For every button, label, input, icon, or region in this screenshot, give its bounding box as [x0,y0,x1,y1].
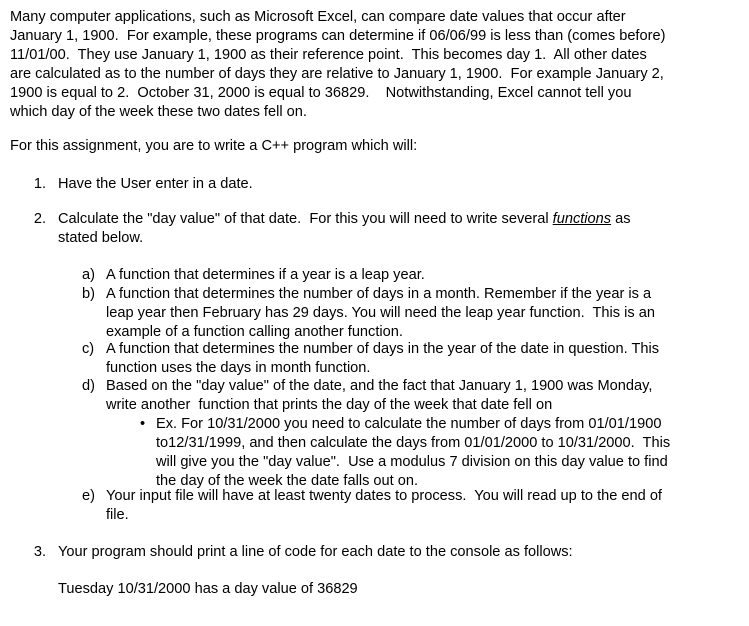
subitem-text: leap year then February has 29 days. You will need the leap year function. This is an [106,305,655,321]
step-1 [16,175,736,194]
subitem-text: example of a function calling another function. [106,324,403,340]
example-output: Tuesday 10/31/2000 has a day value of 36829 [58,581,358,597]
step-3 [16,543,736,562]
intro-line: 1900 is equal to 2. October 31, 2000 is equal to 36829. Notwithstanding, Excel cannot tell you [10,85,632,101]
subitem-a [82,266,732,285]
subitem-letter: e) [82,488,95,504]
step-text: Your program should print a line of code for each date to the console as follows: [58,544,573,560]
bullet-example [140,415,740,491]
assignment-intro: For this assignment, you are to write a C++ program which will: [10,138,418,154]
subitem-text: A function that determines the number of days in a month. Remember if the year is a [106,286,652,302]
bullet-text: Ex. For 10/31/2000 you need to calculate the number of days from 01/01/1900 [156,416,662,432]
functions-emphasis: functions [552,211,612,227]
step-text: Have the User enter in a date. [58,176,253,192]
subitem-letter: c) [82,341,95,357]
subitem-e [82,487,732,525]
subitem-letter: d) [82,378,95,394]
bullet-text: the day of the week the date falls out on. [156,473,419,489]
step-2 [16,210,736,248]
subitem-letter: b) [82,286,95,302]
intro-paragraph [10,8,665,122]
intro-line: are calculated as to the number of days they are relative to January 1, 1900. For example January 2, [10,66,664,82]
step-text [58,210,736,229]
intro-line: 11/01/00. They use January 1, 1900 as their reference point. This becomes day 1. All other dates [10,47,647,63]
bullet-icon: • [140,416,146,432]
subitem-text: Your input file will have at least twenty dates to process. You will read up to the end of [106,488,662,504]
step-text-before: Calculate the "day value" of that date. For this you will need to write several [58,211,553,227]
intro-line: which day of the week these two dates fell on. [10,104,307,120]
step-number: 1. [33,176,46,192]
intro-line: January 1, 1900. For example, these programs can determine if 06/06/99 is less than (comes before) [10,28,666,44]
subitem-text: A function that determines the number of days in the year of the date in question. This [106,341,660,357]
subitem-text: file. [106,507,129,523]
subitem-d [82,377,732,415]
subitem-letter: a) [82,267,95,283]
bullet-text: will give you the "day value". Use a modulus 7 division on this day value to find [156,454,668,470]
subitem-b [82,285,732,342]
subitem-text: function uses the days in month function. [106,360,371,376]
step-number: 3. [33,544,46,560]
subitem-text: write another function that prints the day of the week that date fell on [106,397,553,413]
subitem-text: Based on the "day value" of the date, and the fact that January 1, 1900 was Monday, [106,378,653,394]
subitem-c [82,340,732,378]
step-text: stated below. [58,230,144,246]
step-text-after: as [611,211,631,227]
subitem-text: A function that determines if a year is a leap year. [106,267,425,283]
bullet-text: to12/31/1999, and then calculate the days from 01/01/2000 to 10/31/2000. This [156,435,671,451]
intro-line: Many computer applications, such as Microsoft Excel, can compare date values that occur after [10,9,626,25]
step-number: 2. [33,211,46,227]
